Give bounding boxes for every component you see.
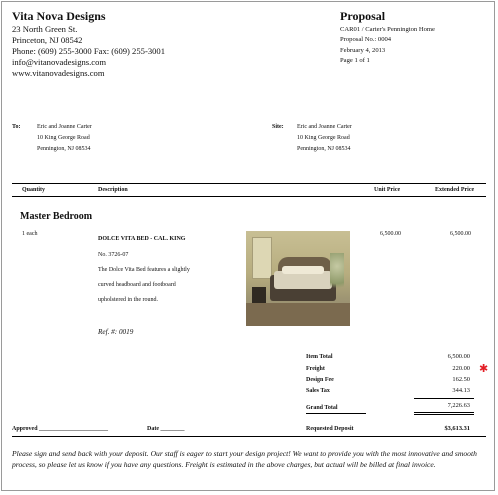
item-desc-3: upholstered in the round.	[98, 297, 158, 303]
site-city: Pennington, NJ 08534	[297, 146, 351, 152]
item-ref: Ref. #: 0019	[98, 328, 134, 336]
grand-total-rule-1	[414, 412, 474, 413]
grand-total-rule-2	[414, 414, 474, 415]
design-fee-value: 162.50	[452, 376, 470, 383]
proposal-document	[1, 1, 495, 491]
freight-value: 220.00	[452, 365, 470, 372]
company-address-1: 23 North Green St.	[12, 24, 78, 34]
to-city: Pennington, NJ 08534	[37, 146, 91, 152]
pillows-shape	[282, 266, 324, 274]
plant-shape	[330, 253, 344, 297]
grand-total-value: 7,226.63	[447, 402, 470, 409]
col-description: Description	[98, 187, 128, 193]
item-quantity: 1 each	[22, 231, 38, 237]
to-street: 10 King George Road	[37, 135, 90, 141]
approved-line[interactable]: Approved _______________________	[12, 426, 109, 432]
grand-total-label-rule	[306, 413, 366, 414]
proposal-page: Page 1 of 1	[340, 57, 370, 64]
item-desc-2: curved headboard and footboard	[98, 282, 176, 288]
company-email[interactable]: info@vitanovadesigns.com	[12, 57, 107, 67]
proposal-number: Proposal No.: 0004	[340, 36, 392, 43]
footer-rule	[12, 436, 486, 437]
freight-label: Freight	[306, 366, 325, 372]
footer-note: Please sign and send back with your deposit. Our staff is eager to start your design project! We want to provide you with the most innovative and smooth process, so please let us know if you have any questions. Freight is estimated in the above charges, but actual will be billed at final invoice.	[12, 449, 477, 469]
sales-tax-label: Sales Tax	[306, 388, 330, 394]
grand-total-label: Grand Total	[306, 405, 338, 411]
subtotal-rule	[414, 398, 474, 399]
nightstand-shape	[252, 287, 266, 303]
floor-shape	[246, 303, 350, 326]
proposal-project: CAR01 / Carter's Pennington Home	[340, 26, 435, 33]
bedroom-photo-icon	[246, 231, 350, 326]
proposal-title: Proposal	[340, 9, 386, 23]
window-shape	[252, 237, 272, 279]
col-extended-price: Extended Price	[435, 187, 475, 193]
deposit-value: $3,613.31	[444, 425, 470, 432]
sales-tax-value: 344.13	[452, 387, 470, 394]
item-desc-1: The Dolce Vita Bed features a slightly	[98, 267, 190, 273]
room-title: Master Bedroom	[20, 211, 93, 222]
company-address-2: Princeton, NJ 08542	[12, 35, 83, 45]
company-phone: Phone: (609) 255-3000 Fax: (609) 255-3001	[12, 46, 166, 56]
deposit-label: Requested Deposit	[306, 426, 354, 432]
table-header-rule	[12, 196, 486, 197]
site-name: Eric and Joanne Carter	[297, 124, 352, 130]
design-fee-label: Design Fee	[306, 377, 334, 383]
table-top-rule	[12, 183, 486, 184]
item-unit-price: 6,500.00	[380, 231, 401, 237]
proposal-date: February 4, 2013	[340, 47, 386, 54]
item-name: DOLCE VITA BED - CAL. KING	[98, 236, 186, 242]
item-number: No. 3726-07	[98, 252, 129, 258]
red-star-marker-icon: ✱	[479, 362, 489, 375]
item-total-value: 6,500.00	[447, 353, 470, 360]
company-name: Vita Nova Designs	[12, 9, 106, 23]
site-street: 10 King George Road	[297, 135, 350, 141]
approval-date-line[interactable]: Date ________	[147, 426, 185, 432]
item-total-label: Item Total	[306, 354, 333, 360]
to-label: To:	[12, 124, 21, 130]
col-quantity: Quantity	[22, 187, 46, 193]
site-label: Site:	[272, 124, 284, 130]
to-name: Eric and Joanne Carter	[37, 124, 92, 130]
item-extended-price: 6,500.00	[450, 231, 471, 237]
company-website[interactable]: www.vitanovadesigns.com	[12, 68, 105, 78]
col-unit-price: Unit Price	[374, 187, 401, 193]
